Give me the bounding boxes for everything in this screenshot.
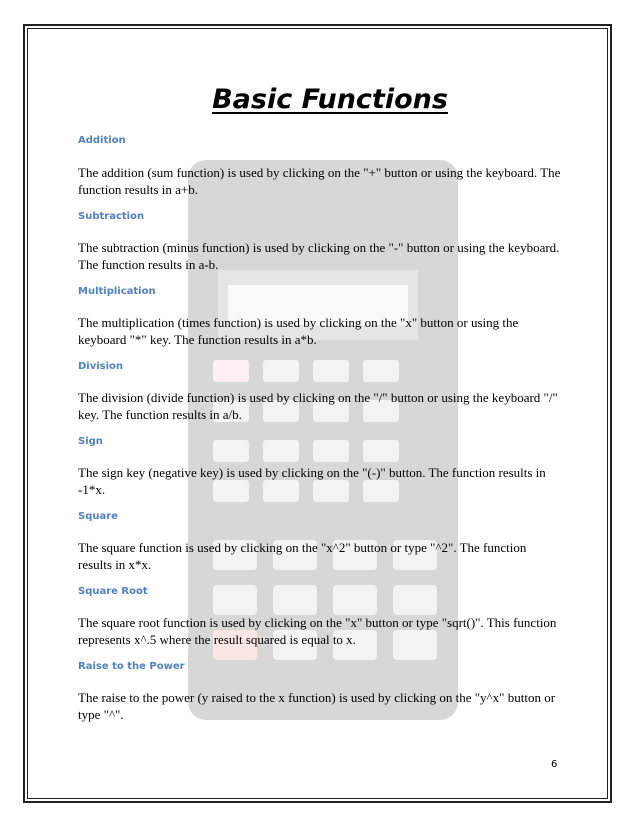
section-body: The square root function is used by clicking on the "x" button or type "sqrt()". This function represents x^.5 where the result squared is equal to x.: [78, 615, 557, 647]
section-body: The sign key (negative key) is used by clicking on the "(-)" button. The function results in -1*x.: [78, 465, 546, 497]
section-heading: Subtraction: [78, 211, 145, 222]
section-body: The division (divide function) is used by clicking on the "/" button or using the keyboard "/" key. The function results in a/b.: [78, 390, 558, 422]
section-heading: Raise to the Power: [78, 661, 185, 672]
section-subtraction: [78, 210, 562, 273]
section-heading: Addition: [78, 135, 126, 146]
section-body: The subtraction (minus function) is used by clicking on the "-" button or using the keyboard. The function results in a-b.: [78, 240, 560, 272]
section-heading: Multiplication: [78, 286, 156, 297]
section-square-root: [78, 585, 562, 648]
sections-list: [78, 134, 562, 723]
document-content: [78, 80, 562, 723]
section-sign: [78, 435, 562, 498]
section-heading: Square Root: [78, 586, 148, 597]
section-addition: [78, 134, 562, 198]
section-heading: Division: [78, 361, 124, 372]
section-body: The multiplication (times function) is used by clicking on the "x" button or using the keyboard "*" key. The function results in a*b.: [78, 315, 519, 347]
page-number: 6: [551, 759, 558, 770]
page-title: Basic Functions: [212, 84, 448, 115]
section-raise-to-the-power: [78, 660, 562, 723]
section-body: The square function is used by clicking on the "x^2" button or type "^2". The function results in x*x.: [78, 540, 527, 572]
section-heading: Square: [78, 511, 118, 522]
section-multiplication: [78, 285, 562, 348]
section-division: [78, 360, 562, 423]
section-square: [78, 510, 562, 573]
section-heading: Sign: [78, 436, 103, 447]
section-body: The raise to the power (y raised to the x function) is used by clicking on the "y^x" button or type "^".: [78, 690, 556, 722]
section-body: The addition (sum function) is used by clicking on the "+" button or using the keyboard. The function results in a+b.: [78, 165, 561, 197]
